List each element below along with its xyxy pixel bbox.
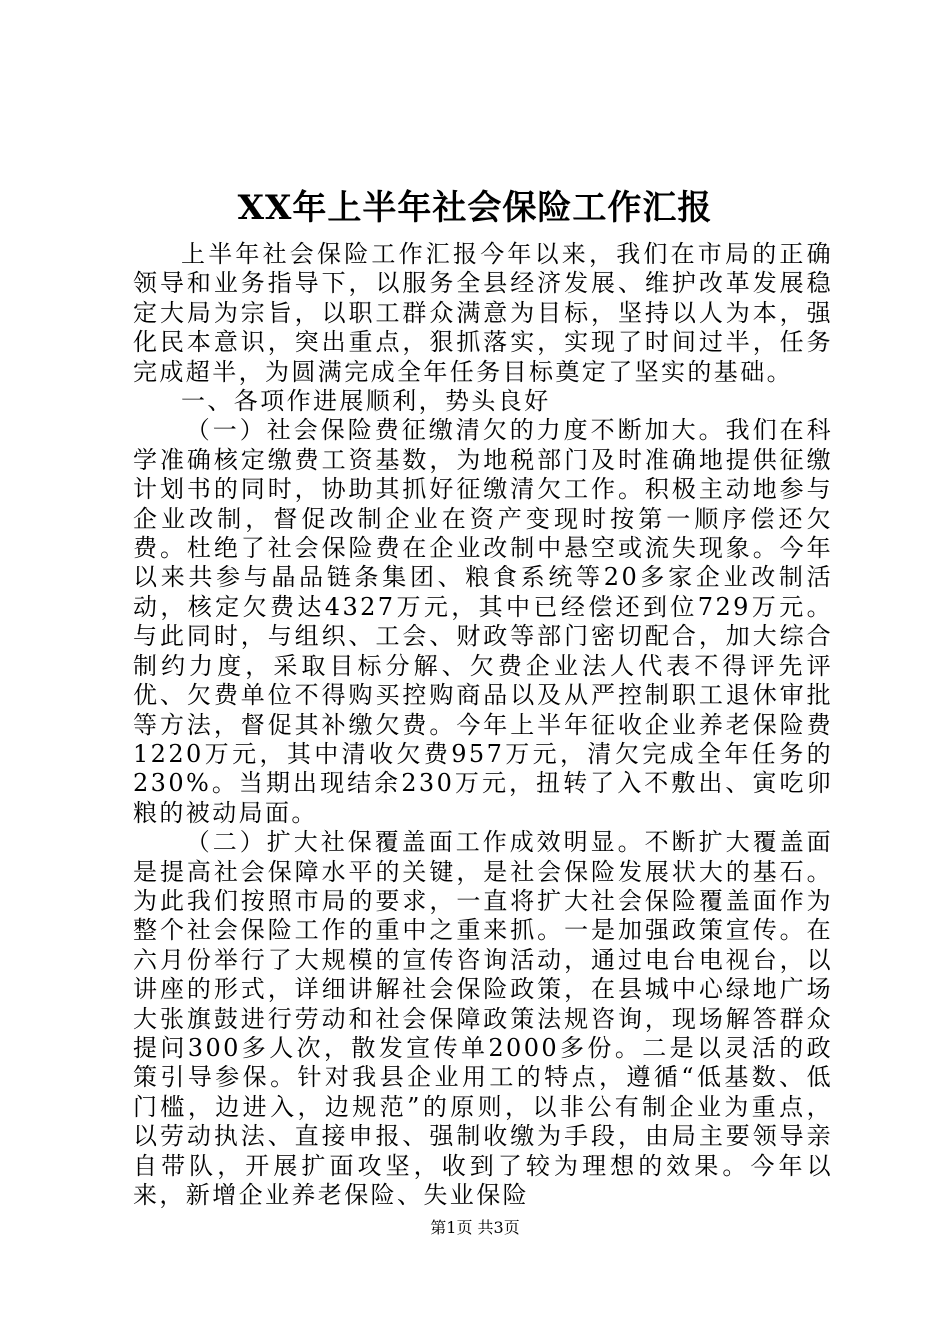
paragraph-intro: 上半年社会保险工作汇报今年以来，我们在市局的正确领导和业务指导下，以服务全县经济发展、维护改革发展稳定大局为宗旨，以职工群众满意为目标，坚持以人为本，强化民本意识，突出重点，狠抓落实，实现了时间过半，任务完成超半，为圆满完成全年任务目标奠定了坚实的基础。	[133, 240, 833, 386]
section-heading: 一、各项作进展顺利，势头良好	[181, 387, 551, 416]
page-footer: 第1页 共3页	[430, 1218, 520, 1237]
paragraph-section-2: （二）扩大社保覆盖面工作成效明显。不断扩大覆盖面是提高社会保障水平的关键，是社会保险发展状大的基石。为此我们按照市局的要求，一直将扩大社会保险覆盖面作为整个社会保险工作的重中之重来抓。一是加强政策宣传。在六月份举行了大规模的宣传咨询活动，通过电台电视台，以讲座的形式，详细讲解社会保险政策，在县城中心绿地广场大张旗鼓进行劳动和社会保障政策法规咨询，现场解答群众提问300多人次，散发宣传单2000多份。二是以灵活的政策引导参保。针对我县企业用工的特点，遵循“低基数、低门槛，边进入，边规范”的原则，以非公有制企业为重点，以劳动执法、直接申报、强制收缴为手段，由局主要领导亲自带队，开展扩面攻坚，收到了较为理想的效果。今年以来，新增企业养老保险、失业保险	[133, 828, 833, 1209]
document-title: XX年上半年社会保险工作汇报	[237, 188, 713, 228]
document-body	[133, 240, 833, 1210]
paragraph-section-1: （一）社会保险费征缴清欠的力度不断加大。我们在科学准确核定缴费工资基数，为地税部门及时准确地提供征缴计划书的同时，协助其抓好征缴清欠工作。积极主动地参与企业改制，督促改制企业在资产变现时按第一顺序偿还欠费。杜绝了社会保险费在企业改制中悬空或流失现象。今年以来共参与晶品链条集团、粮食系统等20多家企业改制活动，核定欠费达4327万元，其中已经偿还到位729万元。与此同时，与组织、工会、财政等部门密切配合，加大综合制约力度，采取目标分解、欠费企业法人代表不得评先评优、欠费单位不得购买控购商品以及从严控制职工退休审批等方法，督促其补缴欠费。今年上半年征收企业养老保险费1220万元，其中清收欠费957万元，清欠完成全年任务的230%。当期出现结余230万元，扭转了入不敷出、寅吃卯粮的被动局面。	[133, 416, 833, 827]
